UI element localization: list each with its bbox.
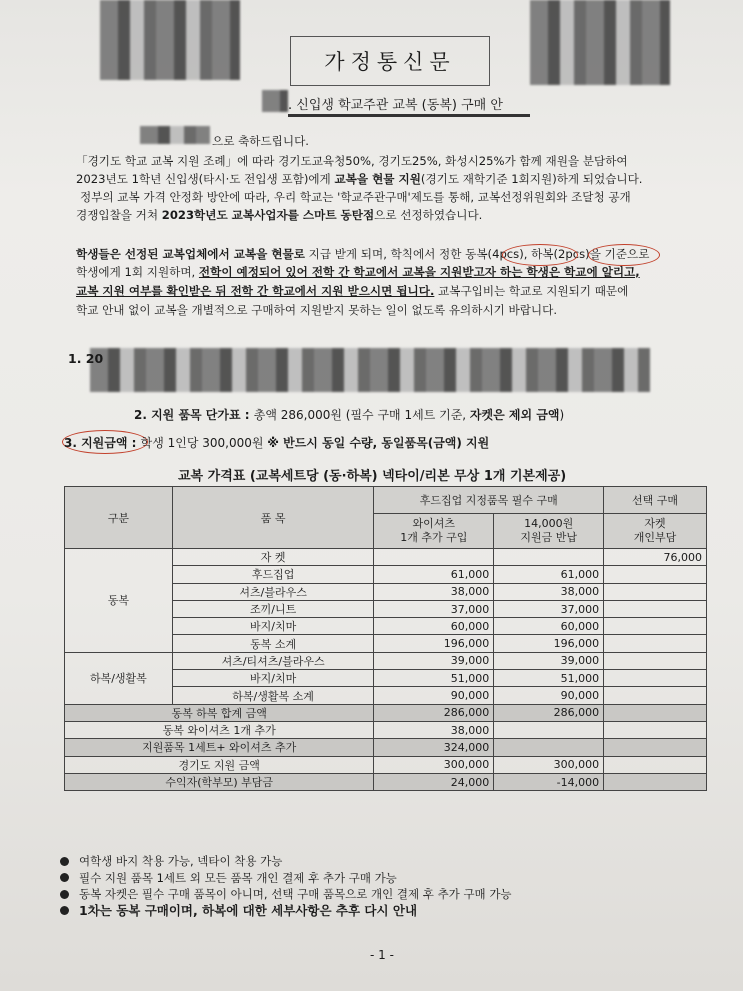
list-item: 1차는 동복 구매이며, 하복에 대한 세부사항은 추후 다시 안내 xyxy=(60,903,512,920)
intro-line-0: 으로 축하드립니다. xyxy=(212,134,309,148)
row-value-refund: 300,000 xyxy=(494,756,604,773)
header-refund: 14,000원 지원금 반납 xyxy=(494,514,604,549)
row-value-extra: 324,000 xyxy=(374,739,494,756)
row-value-jacket xyxy=(604,566,707,583)
row-value-jacket xyxy=(604,721,707,738)
row-value-extra: 60,000 xyxy=(374,618,494,635)
header-item: 품 목 xyxy=(172,487,374,549)
row-item: 하복/생활복 소계 xyxy=(172,687,374,704)
header-category: 구분 xyxy=(65,487,173,549)
row-value-extra: 300,000 xyxy=(374,756,494,773)
bullet-icon xyxy=(60,873,69,882)
row-item: 경기도 지원 금액 xyxy=(65,756,374,773)
row-value-jacket: 76,000 xyxy=(604,549,707,566)
table-row xyxy=(65,549,707,566)
table-caption: 교복 가격표 (교복세트당 (동·하복) 넥타이/리본 무상 1개 기본제공) xyxy=(178,469,567,484)
table-row-total xyxy=(65,704,707,721)
intro-line-3: 정부의 교복 가격 안정화 방안에 따라, 우리 학교는 '학교주관구매'제도를 통해, 교복선정위원회와 조달청 공개 xyxy=(80,190,631,204)
row-value-extra: 37,000 xyxy=(374,600,494,617)
row-value-refund: 39,000 xyxy=(494,652,604,669)
pen-circle-winter xyxy=(502,244,578,266)
row-value-jacket xyxy=(604,704,707,721)
redacted-school-name xyxy=(262,90,288,112)
bullet-icon xyxy=(60,857,69,866)
category-summer: 하복/생활복 xyxy=(65,652,173,704)
list-item: 여학생 바지 착용 가능, 넥타이 착용 가능 xyxy=(60,853,512,870)
row-item: 셔츠/티셔츠/블라우스 xyxy=(172,652,374,669)
category-winter: 동복 xyxy=(65,549,173,653)
header-jacket: 자켓 개인부담 xyxy=(604,514,707,549)
row-value-refund: 38,000 xyxy=(494,583,604,600)
row-value-extra: 38,000 xyxy=(374,721,494,738)
redacted-greeting xyxy=(140,126,210,144)
para2-line-4: 학교 안내 없이 교복을 개별적으로 구매하여 지원받지 못하는 일이 없도록 유의하시기 바랍니다. xyxy=(76,303,558,317)
row-value-jacket xyxy=(604,635,707,652)
list-item: 필수 지원 품목 1세트 외 모든 품목 개인 결제 후 추가 구매 가능 xyxy=(60,870,512,887)
row-item: 셔츠/블라우스 xyxy=(172,583,374,600)
row-item: 동복 하복 합계 금액 xyxy=(65,704,374,721)
row-item: 지원품목 1세트+ 와이셔츠 추가 xyxy=(65,739,374,756)
row-item: 바지/치마 xyxy=(172,670,374,687)
row-value-jacket xyxy=(604,618,707,635)
row-value-extra: 196,000 xyxy=(374,635,494,652)
row-value-refund: 37,000 xyxy=(494,600,604,617)
row-value-refund: 286,000 xyxy=(494,704,604,721)
para2-line-1: 학생들은 선정된 교복업체에서 교복을 현물로 지급 받게 되며, 학칙에서 정한 동복(4pcs), 하복(2pcs)을 기준으로 xyxy=(76,247,650,261)
row-item: 바지/치마 xyxy=(172,618,374,635)
intro-line-2: 2023년도 1학년 신입생(타시·도 전입생 포함)에게 교복을 현물 지원(경기도 재학기준 1회지원)하게 되었습니다. xyxy=(76,172,643,186)
row-value-jacket xyxy=(604,600,707,617)
para2-line-3: 교복 지원 여부를 확인받은 뒤 전학 간 학교에서 지원 받으시면 됩니다. 교복구입비는 학교로 지원되기 때문에 xyxy=(76,284,629,298)
section-1-heading: 1. 20 xyxy=(68,351,104,366)
row-value-jacket xyxy=(604,652,707,669)
redacted-logo xyxy=(100,0,240,80)
intro-line-4: 경쟁입찰을 거쳐 2023학년도 교복사업자를 스마트 동탄점으로 선정하였습니다. xyxy=(76,208,483,222)
section-3-line: 3. 지원금액 : 학생 1인당 300,000원 ※ 반드시 동일 수량, 동일품목(금액) 지원 xyxy=(64,436,490,450)
list-item: 동복 자켓은 필수 구매 품목이 아니며, 선택 구매 품목으로 개인 결제 후 추가 구매 가능 xyxy=(60,886,512,903)
notes-list xyxy=(60,853,512,919)
row-value-extra xyxy=(374,549,494,566)
row-value-refund: 60,000 xyxy=(494,618,604,635)
row-item: 조끼/니트 xyxy=(172,600,374,617)
header-extra-shirt: 와이셔츠 1개 추가 구입 xyxy=(374,514,494,549)
header-optional: 선택 구매 xyxy=(604,487,707,514)
row-value-refund: 61,000 xyxy=(494,566,604,583)
row-value-refund xyxy=(494,739,604,756)
row-item: 동복 소계 xyxy=(172,635,374,652)
row-item: 자 켓 xyxy=(172,549,374,566)
table-row-total xyxy=(65,721,707,738)
row-value-refund: 196,000 xyxy=(494,635,604,652)
document-subtitle: . 신입생 학교주관 교복 (동복) 구매 안 xyxy=(288,94,530,117)
redacted-section1 xyxy=(90,348,650,392)
row-value-refund xyxy=(494,721,604,738)
header-required: 후드집업 지정품목 필수 구매 xyxy=(374,487,604,514)
row-item: 후드집업 xyxy=(172,566,374,583)
row-value-jacket xyxy=(604,670,707,687)
table-row-total xyxy=(65,756,707,773)
table-row-total xyxy=(65,739,707,756)
intro-line-1: 「경기도 학교 교복 지원 조례」에 따라 경기도교육청50%, 경기도25%, 화성시25%가 함께 재원을 분담하여 xyxy=(76,154,628,168)
row-value-refund: -14,000 xyxy=(494,773,604,790)
table-row-total xyxy=(65,773,707,790)
table-header-row-1 xyxy=(65,487,707,514)
bullet-icon xyxy=(60,890,69,899)
redacted-stamp xyxy=(530,0,670,85)
row-item: 동복 와이셔츠 1개 추가 xyxy=(65,721,374,738)
pen-circle-summer xyxy=(588,244,660,266)
para2-line-2: 학생에게 1회 지원하며, 전학이 예정되어 있어 전학 간 학교에서 교복을 지원받고자 하는 학생은 학교에 알리고, xyxy=(76,265,640,279)
row-item: 수익자(학부모) 부담금 xyxy=(65,773,374,790)
row-value-jacket xyxy=(604,756,707,773)
document-title: 가정통신문 xyxy=(290,36,490,86)
row-value-jacket xyxy=(604,583,707,600)
row-value-jacket xyxy=(604,739,707,756)
row-value-extra: 51,000 xyxy=(374,670,494,687)
row-value-refund xyxy=(494,549,604,566)
row-value-extra: 61,000 xyxy=(374,566,494,583)
row-value-extra: 24,000 xyxy=(374,773,494,790)
row-value-jacket xyxy=(604,773,707,790)
row-value-extra: 286,000 xyxy=(374,704,494,721)
row-value-jacket xyxy=(604,687,707,704)
section-2-line: 2. 지원 품목 단가표 : 총액 286,000원 (필수 구매 1세트 기준, 자켓은 제외 금액) xyxy=(134,408,565,422)
price-table xyxy=(64,486,707,791)
table-row xyxy=(65,652,707,669)
page-number: - 1 - xyxy=(370,948,394,962)
row-value-extra: 38,000 xyxy=(374,583,494,600)
row-value-extra: 90,000 xyxy=(374,687,494,704)
row-value-refund: 51,000 xyxy=(494,670,604,687)
row-value-refund: 90,000 xyxy=(494,687,604,704)
bullet-icon xyxy=(60,906,69,915)
row-value-extra: 39,000 xyxy=(374,652,494,669)
